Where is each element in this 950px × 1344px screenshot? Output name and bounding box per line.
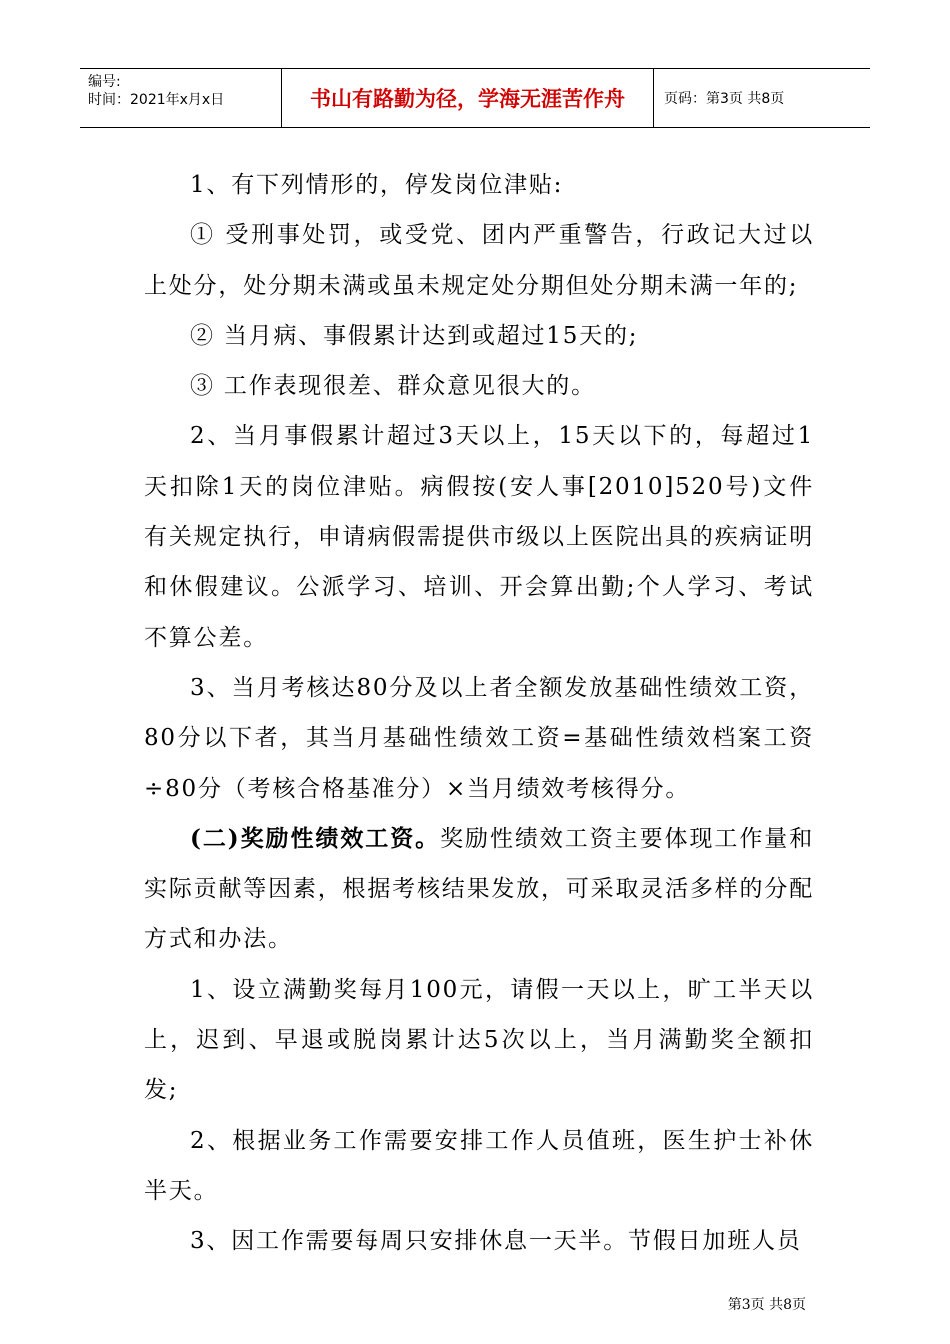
document-body [144, 160, 814, 1267]
number-label: 编号: [88, 74, 121, 90]
paragraph-3: ② 当月病、事假累计达到或超过15天的; [190, 322, 639, 349]
header-page-label: 页码：第3页 共8页 [664, 91, 785, 107]
paragraph-7: (二)奖励性绩效工资。奖励性绩效工资主要体现工作量和实际贡献等因素，根据考核结果发放，可采取灵活多样的分配方式和办法。 [144, 824, 814, 953]
section-heading: (二)奖励性绩效工资。 [190, 824, 441, 852]
paragraph-9: 2、根据业务工作需要安排工作人员值班，医生护士补休半天。 [144, 1127, 814, 1204]
paragraph-8: 1、设立满勤奖每月100元，请假一天以上，旷工半天以上，迟到、早退或脱岗累计达5次以上，当月满勤奖全额扣发; [144, 976, 814, 1104]
header-meta [80, 69, 282, 127]
paragraph-6: 3、当月考核达80分及以上者全额发放基础性绩效工资，80分以下者，其当月基础性绩效工资=基础性绩效档案工资÷80分（考核合格基准分）×当月绩效考核得分。 [144, 674, 814, 802]
paragraph-4: ③ 工作表现很差、群众意见很大的。 [190, 373, 596, 400]
page-header [80, 68, 870, 128]
page-footer: 第3页 共8页 [727, 1297, 806, 1313]
time-label: 时间：2021年x月x日 [88, 92, 225, 108]
paragraph-5: 2、当月事假累计超过3天以上，15天以下的，每超过1天扣除1天的岗位津贴。病假按(安人事[2010]520号)文件有关规定执行，申请病假需提供市级以上医院出具的疾病证明和休假建议。公派学习、培训、开会算出勤;个人学习、考试不算公差。 [144, 423, 814, 651]
header-motto: 书山有路勤为径，学海无涯苦作舟 [282, 69, 654, 127]
paragraph-2: ① 受刑事处罚，或受党、团内严重警告，行政记大过以上处分，处分期未满或虽未规定处分期但处分期未满一年的; [144, 222, 814, 299]
paragraph-10: 3、因工作需要每周只安排休息一天半。节假日加班人员 [190, 1228, 802, 1255]
paragraph-1: 1、有下列情形的，停发岗位津贴: [190, 172, 564, 198]
